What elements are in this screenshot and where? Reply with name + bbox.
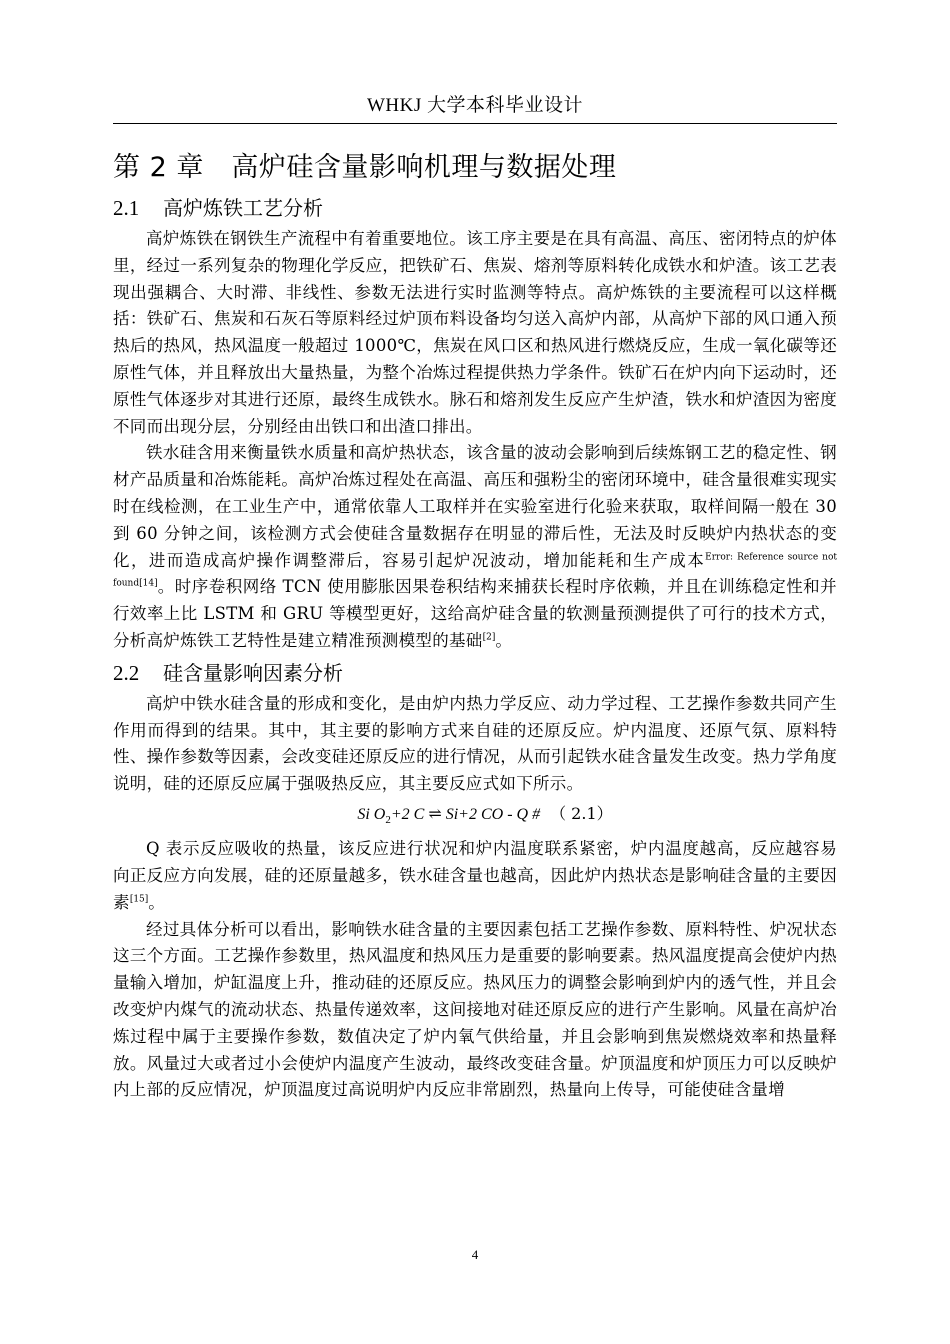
equation-part: Si O — [357, 805, 386, 823]
section-heading-2-1 — [113, 192, 837, 224]
section-title: 硅含量影响因素分析 — [163, 660, 343, 685]
section-heading-2-2 — [113, 657, 837, 689]
paragraph: 高炉中铁水硅含量的形成和变化，是由炉内热力学反应、动力学过程、工艺操作参数共同产生作用而得到的结果。其中，其主要的影响方式来自硅的还原反应。炉内温度、还原气氛、原料特性、操作参数等因素，会改变硅还原反应的进行情况，从而引起铁水硅含量发生改变。热力学角度说明，硅的还原反应属于强吸热反应，其主要反应式如下所示。 — [113, 693, 837, 794]
citation-ref: [2] — [482, 632, 496, 643]
citation-ref: [15] — [129, 894, 149, 905]
paragraph-text: 。 — [495, 630, 513, 650]
chapter-title: 第 2 章 高炉硅含量影响机理与数据处理 — [113, 152, 617, 183]
page-body — [113, 136, 837, 1104]
equation — [113, 800, 837, 834]
citation-ref: Error: Reference source not found[14] — [113, 552, 837, 589]
section-number: 2.1 — [113, 196, 140, 220]
paragraph-text: Q 表示反应吸收的热量，该反应进行状况和炉内温度联系紧密，炉内温度越高，反应越容易向正反应方向发展，硅的还原量越多，铁水硅含量也越高，因此炉内热状态是影响硅含量的主要因素 — [113, 839, 837, 912]
paragraph-text: 。时序卷积网络 TCN 使用膨胀因果卷积结构来捕获长程时序依赖，并且在训练稳定性和并行效率上比 LSTM 和 GRU 等模型更好，这给高炉硅含量的软测量预测提供了可行的技术方式，分析高炉炼铁工艺特性是建立精准预测模型的基础 — [113, 577, 837, 650]
running-header: WHKJ 大学本科毕业设计 — [366, 95, 584, 116]
equation-number: （ 2.1） — [550, 803, 613, 823]
equation-subscript: 2 — [385, 814, 391, 827]
section-number: 2.2 — [113, 660, 140, 685]
paragraph: 经过具体分析可以看出，影响铁水硅含量的主要因素包括工艺操作参数、原料特性、炉况状态这三个方面。工艺操作参数里，热风温度和热风压力是重要的影响要素。热风温度提高会使炉内热量输入增加，炉缸温度上升，推动硅的还原反应。热风压力的调整会影响到炉内的透气性，并且会改变炉内煤气的流动状态、热量传递效率，这间接地对硅还原反应的进行产生影响。风量在高炉冶炼过程中属于主要操作参数，数值决定了炉内氧气供给量，并且会影响到焦炭燃烧效率和热量释放。风量过大或者过小会使炉内温度产生波动，最终改变硅含量。炉顶温度和炉顶压力可以反映炉内上部的反应情况，炉顶温度过高说明炉内反应非常剧烈，热量向上传导，可能使硅含量增 — [113, 919, 837, 1100]
paragraph-text: 铁水硅含用来衡量铁水质量和高炉热状态，该含量的波动会影响到后续炼钢工艺的稳定性、钢材产品质量和冶炼能耗。高炉冶炼过程处在高温、高压和强粉尘的密闭环境中，硅含量很难实现实时在线检测，在工业生产中，通常依靠人工取样并在实验室进行化验来获取，取样间隔一般在 30 到 60 分钟之间，该检测方式会使硅含量数据存在明显的滞后性，无法及时反映炉内热状态的变化，进而造成高炉操作调整滞后，容易引起炉况波动，增加能耗和生产成本 — [113, 443, 837, 570]
equation-part: +2 C ⇌ Si+2 CO - Q # — [390, 805, 541, 823]
equation-expression — [357, 805, 541, 827]
section-title: 高炉炼铁工艺分析 — [163, 196, 323, 220]
paragraph: 高炉炼铁在钢铁生产流程中有着重要地位。该工序主要是在具有高温、高压、密闭特点的炉体里，经过一系列复杂的物理化学反应，把铁矿石、焦炭、熔剂等原料转化成铁水和炉渣。该工艺表现出强耦合、大时滞、非线性、参数无法进行实时监测等特点。高炉炼铁的主要流程可以这样概括：铁矿石、焦炭和石灰石等原料经过炉顶布料设备均匀送入高炉内部，从高炉下部的风口通入预热后的热风，热风温度一般超过 1000℃，焦炭在风口区和热风进行燃烧反应，生成一氧化碳等还原性气体，并且释放出大量热量，为整个冶炼过程提供热力学条件。铁矿石在炉内向下运动时，还原性气体逐步对其进行还原，最终生成铁水。脉石和熔剂发生反应产生炉渣，铁水和炉渣因为密度不同而出现分层，分别经由出铁口和出渣口排出。 — [113, 229, 837, 436]
header-rule — [113, 123, 837, 124]
paragraph-text: 。 — [148, 892, 166, 912]
paragraph — [113, 440, 837, 654]
page-number: 4 — [471, 1247, 479, 1262]
paragraph — [113, 836, 837, 916]
